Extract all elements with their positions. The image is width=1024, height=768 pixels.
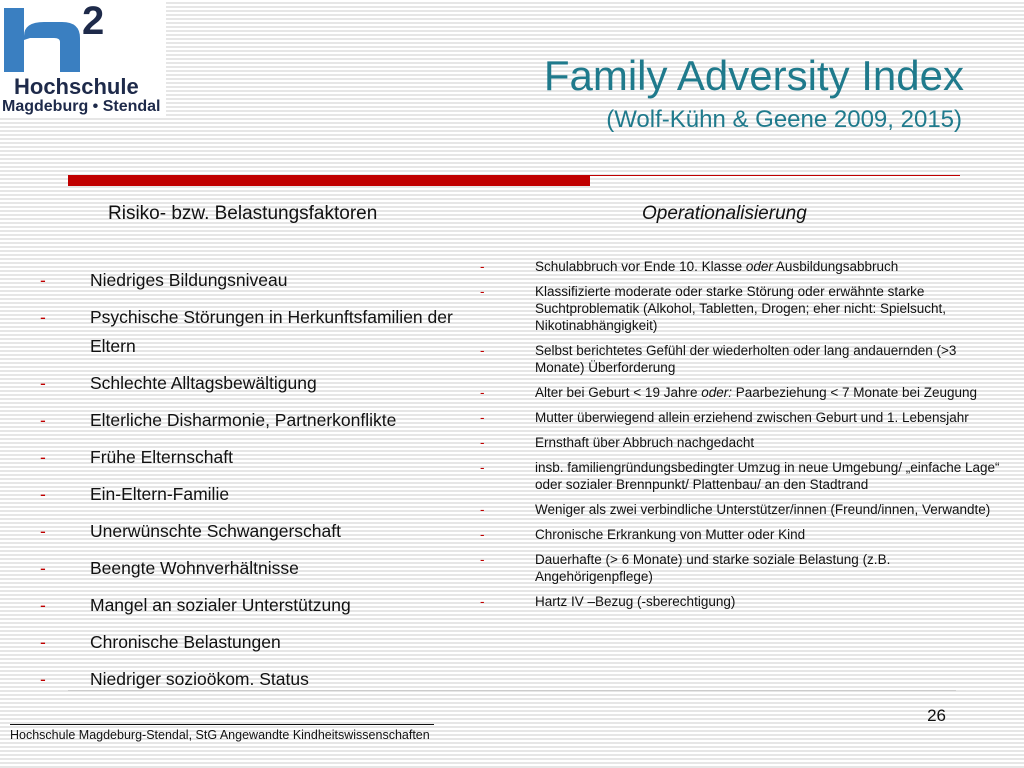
list-item	[40, 665, 480, 694]
risk-factor-text: Elterliche Disharmonie, Partnerkonflikte	[90, 409, 397, 430]
list-item	[40, 303, 480, 360]
page-number: 26	[927, 706, 946, 725]
operationalization-list	[480, 258, 1000, 618]
risk-factor-text: Niedriges Bildungsniveau	[90, 270, 288, 290]
list-item	[40, 517, 480, 546]
list-item	[480, 593, 1000, 610]
risk-factor-text: Ein-Eltern-Familie	[90, 483, 230, 504]
risk-factors-list	[40, 266, 480, 702]
list-item	[40, 480, 480, 509]
risk-factor-text: Chronische Belastungen	[90, 631, 281, 652]
bullet-dash: -	[40, 446, 46, 467]
risk-factor-text: Schlechte Alltagsbewältigung	[90, 372, 317, 393]
risk-factor-text: Psychische Störungen in Herkunftsfamilien der Eltern	[90, 307, 453, 356]
operationalization-emphasis: oder:	[701, 385, 732, 400]
list-item	[40, 554, 480, 583]
operationalization-text: Mutter überwiegend allein erziehend zwischen Geburt und 1. Lebensjahr	[535, 410, 969, 425]
risk-factor-text: Niedriger sozioökom. Status	[90, 668, 309, 689]
bullet-dash: -	[40, 483, 46, 504]
operationalization-emphasis: oder	[745, 259, 773, 274]
list-item	[480, 501, 1000, 518]
operationalization-text: Selbst berichtetes Gefühl der wiederholten oder lang andauernden (>3 Monate) Überforderung	[535, 343, 957, 375]
risk-factor-text: Mangel an sozialer Unterstützung	[90, 594, 351, 615]
operationalization-text: Schulabbruch vor Ende 10. Klasse	[535, 259, 746, 274]
university-logo	[0, 0, 166, 118]
bullet-dash: -	[480, 502, 485, 517]
list-item	[480, 384, 1000, 401]
list-item	[480, 283, 1000, 334]
bullet-dash: -	[480, 594, 485, 609]
list-item	[480, 409, 1000, 426]
bullet-dash: -	[480, 259, 485, 274]
slide-title: Family Adversity Index	[543, 52, 964, 99]
operationalization-text: Ausbildungsabbruch	[772, 259, 899, 274]
risk-factor-text: Beengte Wohnverhältnisse	[90, 557, 299, 578]
logo-name-line: Hochschule	[14, 74, 139, 99]
content-bottom-divider	[68, 690, 956, 691]
bullet-dash: -	[480, 284, 485, 299]
operationalization-text: Alter bei Geburt < 19 Jahre	[535, 385, 702, 400]
risk-factor-text: Frühe Elternschaft	[90, 446, 233, 467]
footer-text: Hochschule Magdeburg-Stendal, StG Angewandte Kindheitswissenschaften	[10, 728, 430, 742]
title-divider-bar	[68, 175, 590, 186]
list-item	[480, 551, 1000, 585]
bullet-dash: -	[40, 520, 46, 541]
list-item	[40, 591, 480, 620]
footer-divider	[10, 724, 434, 725]
bullet-dash: -	[40, 594, 46, 615]
h2-logo-icon	[0, 0, 166, 80]
operationalization-header: Operationalisierung	[642, 203, 807, 224]
list-item	[40, 369, 480, 398]
list-item	[40, 406, 480, 435]
list-item	[480, 258, 1000, 275]
list-item	[480, 342, 1000, 376]
bullet-dash: -	[40, 307, 46, 327]
list-item	[480, 434, 1000, 451]
list-item	[40, 443, 480, 472]
bullet-dash: -	[480, 385, 485, 400]
operationalization-text: Dauerhafte (> 6 Monate) und starke soziale Belastung (z.B. Angehörigenpflege)	[535, 552, 891, 584]
bullet-dash: -	[480, 552, 485, 567]
bullet-dash: -	[480, 343, 485, 358]
list-item	[480, 526, 1000, 543]
bullet-dash: -	[40, 557, 46, 578]
operationalization-text: Weniger als zwei verbindliche Unterstützer/innen (Freund/innen, Verwandte)	[535, 502, 991, 517]
bullet-dash: -	[40, 270, 46, 290]
risk-factor-text: Unerwünschte Schwangerschaft	[90, 520, 341, 541]
bullet-dash: -	[480, 435, 485, 450]
logo-superscript: 2	[82, 0, 105, 43]
operationalization-text: Paarbeziehung < 7 Monate bei Zeugung	[732, 385, 978, 400]
list-item	[480, 459, 1000, 493]
operationalization-text: insb. familiengründungsbedingter Umzug in neue Umgebung/ „einfache Lage“ oder sozialer Brennpunkt/ Plattenbau/ an den Stadtrand	[535, 460, 1000, 492]
list-item	[40, 628, 480, 657]
risk-factors-header: Risiko- bzw. Belastungsfaktoren	[108, 203, 378, 224]
bullet-dash: -	[40, 372, 46, 393]
bullet-dash: -	[40, 668, 46, 689]
bullet-dash: -	[480, 527, 485, 542]
bullet-dash: -	[40, 409, 46, 430]
title-divider-line	[590, 175, 960, 176]
bullet-dash: -	[480, 410, 485, 425]
bullet-dash: -	[40, 631, 46, 652]
operationalization-text: Hartz IV –Bezug (-sberechtigung)	[535, 594, 736, 609]
list-item	[40, 266, 480, 295]
logo-location-line: Magdeburg • Stendal	[2, 98, 161, 115]
operationalization-text: Klassifizierte moderate oder starke Störung oder erwähnte starke Suchtproblematik (Alkohol, Tabletten, Drogen; eher nicht: Spielsucht, Nikotinabhängigkeit)	[535, 284, 946, 333]
operationalization-text: Ernsthaft über Abbruch nachgedacht	[535, 435, 755, 450]
bullet-dash: -	[480, 460, 485, 475]
slide-subtitle: (Wolf-Kühn & Geene 2009, 2015)	[606, 106, 962, 133]
operationalization-text: Chronische Erkrankung von Mutter oder Kind	[535, 527, 806, 542]
